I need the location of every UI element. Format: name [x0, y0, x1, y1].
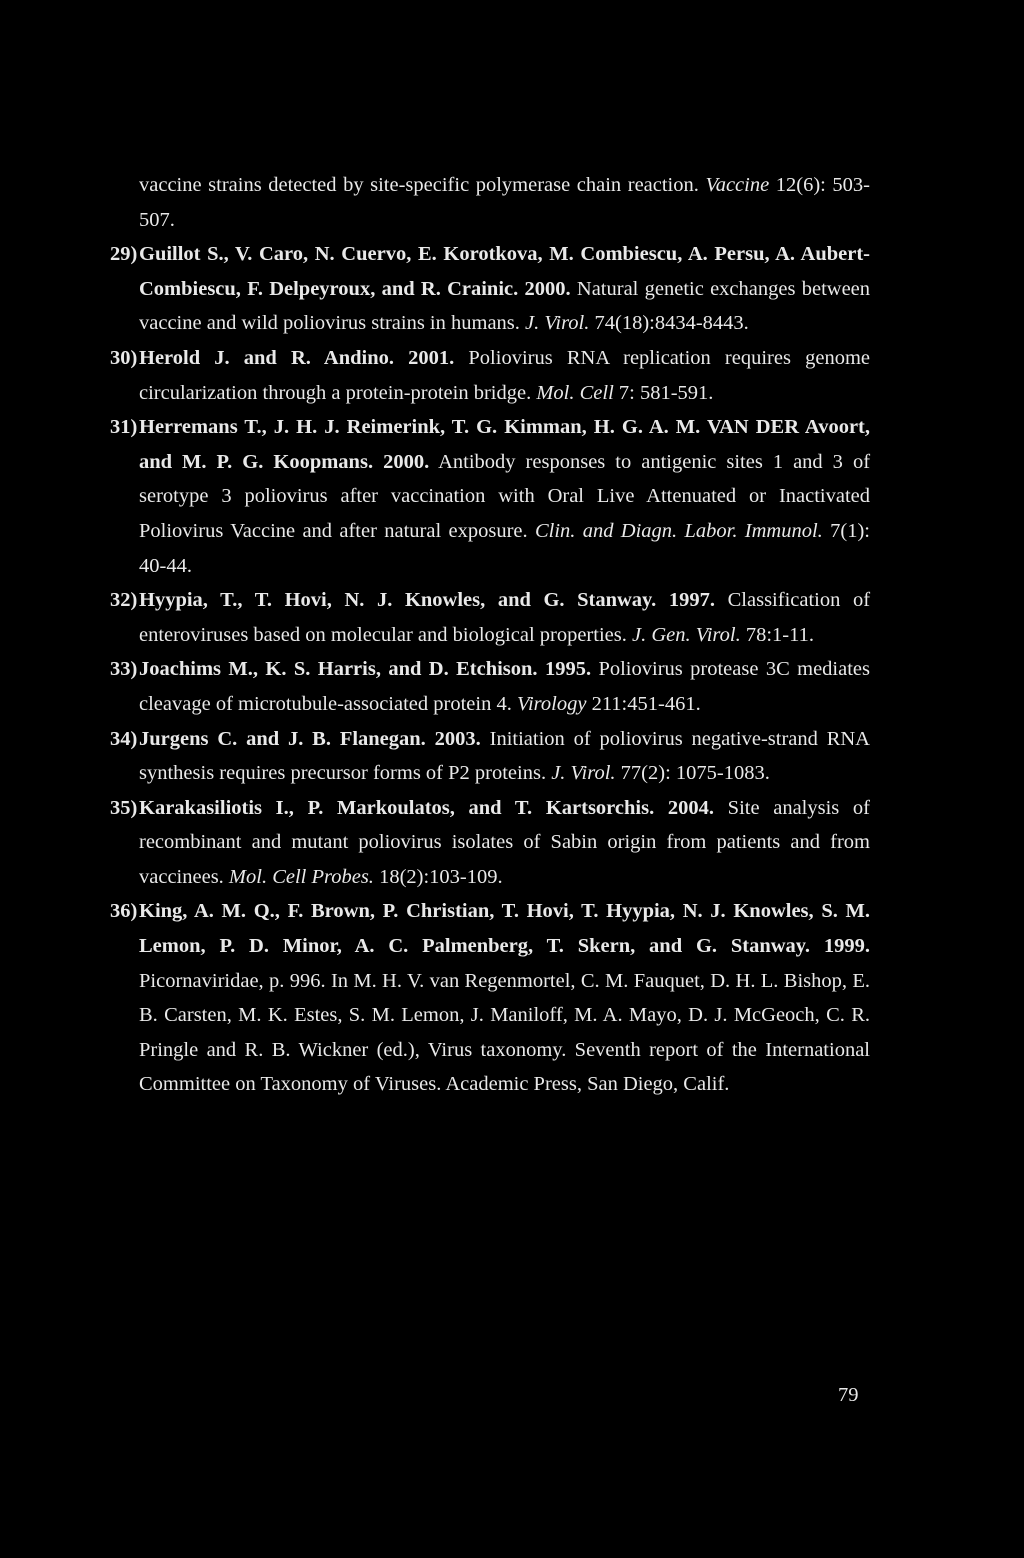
reference-year: 2004.: [667, 796, 714, 819]
reference-citation: 74(18):8434-8443.: [594, 312, 749, 335]
reference-title: Natural genetic exchanges between vaccine and wild poliovirus strains in humans.: [139, 277, 871, 335]
reference-citation: 12(6): 503-507.: [139, 174, 871, 231]
reference-number: 36): [110, 900, 138, 923]
reference-title: Site analysis of recombinant and mutant poliovirus isolates of Sabin origin from patients and from vaccinees.: [139, 796, 871, 888]
reference-number: 34): [110, 727, 138, 750]
reference-number: 35): [110, 796, 138, 819]
reference-item: [110, 341, 870, 410]
reference-year: 1999.: [823, 935, 871, 958]
reference-journal: J. Virol.: [551, 762, 616, 785]
reference-citation: 77(2): 1075-1083.: [620, 762, 770, 785]
reference-number: 30): [110, 346, 138, 369]
reference-item: [110, 894, 870, 1102]
reference-year: 2001.: [408, 346, 455, 369]
reference-authors: Karakasiliotis I., P. Markoulatos, and T. Kartsorchis.: [139, 796, 655, 819]
reference-journal: Mol. Cell: [536, 381, 614, 404]
reference-title: Picornaviridae, p. 996. In M. H. V. van Regenmortel, C. M. Fauquet, D. H. L. Bishop, E. B. Carsten, M. K. Estes, S. M. Lemon, J. Maniloff, M. A. Mayo, D. J. McGeoch, C. R. Pringle and R. B. Wickner (ed.), Virus taxonomy. Seventh report of the International Committee on Taxonomy of Viruses. Academic Press, San Diego, Calif.: [139, 969, 870, 1096]
reference-item: [110, 583, 870, 652]
reference-authors: Hyypia, T., T. Hovi, N. J. Knowles, and G. Stanway.: [139, 589, 657, 612]
page-number: 79: [838, 1384, 859, 1406]
reference-citation: 7(1): 40-44.: [139, 519, 870, 577]
reference-item: [110, 237, 870, 341]
reference-list: [110, 168, 870, 1102]
reference-item: [110, 652, 870, 721]
reference-title: Poliovirus RNA replication requires genome circularization through a protein-protein bridge.: [139, 346, 870, 404]
reference-title: Antibody responses to antigenic sites 1 and 3 of serotype 3 poliovirus after vaccination with Oral Live Attenuated or Inactivated Poliovirus Vaccine and after natural exposure.: [139, 450, 871, 542]
reference-citation: 211:451-461.: [591, 692, 701, 715]
reference-title: Classification of enteroviruses based on molecular and biological properties.: [139, 589, 871, 646]
reference-journal: Virology: [516, 692, 587, 715]
reference-authors: Jurgens C. and J. B. Flanegan.: [139, 727, 426, 750]
reference-journal: J. Virol.: [525, 312, 590, 335]
reference-journal: Vaccine: [705, 174, 770, 196]
reference-authors: Herold J. and R. Andino.: [139, 346, 394, 369]
reference-authors: King, A. M. Q., F. Brown, P. Christian, T. Hovi, T. Hyypia, N. J. Knowles, S. M. Lemon, P. D. Minor, A. C. Palmenberg, T. Skern, and G. Stanway.: [139, 900, 870, 958]
reference-authors: Guillot S., V. Caro, N. Cuervo, E. Korotkova, M. Combiescu, A. Persu, A. Aubert- Combiescu, F. Delpeyroux, and R. Crainic.: [139, 243, 870, 300]
reference-title: vaccine strains detected by site-specific polymerase chain reaction.: [139, 174, 699, 196]
reference-number: 29): [110, 243, 138, 266]
reference-item: [110, 410, 870, 583]
reference-number: 33): [110, 658, 138, 681]
reference-number: 31): [110, 416, 138, 439]
reference-number: 32): [110, 589, 138, 612]
reference-authors: Joachims M., K. S. Harris, and D. Etchison.: [139, 658, 538, 681]
reference-journal: J. Gen. Virol.: [631, 623, 741, 646]
reference-year: 2000.: [524, 277, 571, 300]
reference-continuation: [110, 168, 870, 237]
reference-item: [110, 791, 870, 895]
reference-citation: 78:1-11.: [745, 623, 814, 646]
reference-title: Initiation of poliovirus negative-strand RNA synthesis requires precursor forms of P2 proteins.: [139, 727, 870, 785]
reference-year: 2000.: [383, 450, 430, 473]
reference-year: 1997.: [668, 589, 716, 612]
reference-year: 1995.: [544, 658, 592, 681]
reference-title: Poliovirus protease 3C mediates cleavage of microtubule-associated protein 4.: [139, 658, 870, 715]
reference-year: 2003.: [434, 727, 481, 750]
reference-citation: 18(2):103-109.: [379, 865, 503, 888]
reference-authors: Herremans T., J. H. J. Reimerink, T. G. Kimman, H. G. A. M. VAN DER Avoort, and M. P. G. Koopmans.: [139, 416, 870, 473]
reference-journal: Mol. Cell Probes.: [228, 865, 374, 888]
reference-item: [110, 722, 870, 791]
reference-journal: Clin. and Diagn. Labor. Immunol.: [534, 519, 823, 542]
reference-citation: 7: 581-591.: [618, 381, 714, 404]
